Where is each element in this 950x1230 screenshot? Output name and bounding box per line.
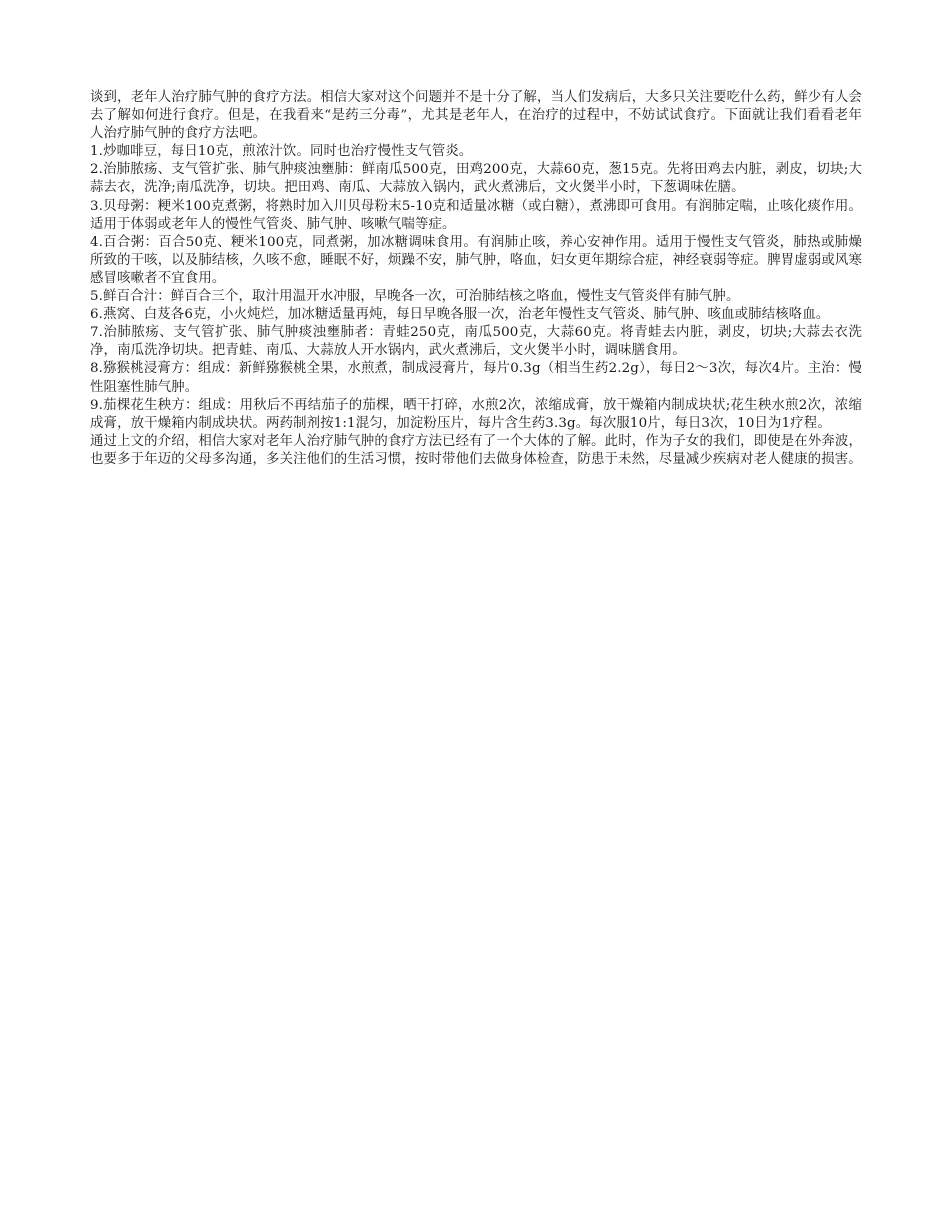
remedy-7-paragraph: 7.治肺脓疡、支气管扩张、肺气肿痰浊壅肺者：青蛙250克，南瓜500克，大蒜60克。将青蛙去内脏，剥皮，切块;大蒜去衣洗净，南瓜洗净切块。把青蛙、南瓜、大蒜放人开水锅内，武火煮沸后，文火煲半小时，调味膳食用。 (90, 325, 862, 359)
document-body (90, 89, 862, 469)
remedy-2-paragraph: 2.治肺脓疡、支气管扩张、肺气肿痰浊壅肺：鲜南瓜500克，田鸡200克，大蒜60克，葱15克。先将田鸡去内脏，剥皮，切块;大蒜去衣，洗净;南瓜洗净，切块。把田鸡、南瓜、大蒜放入锅内，武火煮沸后，文火煲半小时，下葱调味佐膳。 (90, 162, 862, 196)
remedy-1-paragraph: 1.炒咖啡豆，每日10克，煎浓汁饮。同时也治疗慢性支气管炎。 (90, 144, 473, 160)
remedy-8-paragraph: 8.猕猴桃浸膏方：组成：新鲜猕猴桃全果，水煎煮，制成浸膏片，每片0.3g（相当生药2.2g），每日2～3次，每次4片。主治：慢性阻塞性肺气肿。 (90, 361, 862, 395)
remedy-6-paragraph: 6.燕窝、白芨各6克，小火炖烂，加冰糖适量再炖，每日早晚各服一次，治老年慢性支气管炎、肺气肿、咳血或肺结核咯血。 (90, 307, 830, 323)
conclusion-paragraph: 通过上文的介绍，相信大家对老年人治疗肺气肿的食疗方法已经有了一个大体的了解。此时，作为子女的我们，即使是在外奔波，也要多于年迈的父母多沟通，多关注他们的生活习惯，按时带他们去做身体检查，防患于未然，尽量减少疾病对老人健康的损害。 (90, 433, 862, 467)
remedy-9-paragraph: 9.茄棵花生秧方：组成：用秋后不再结茄子的茄棵，晒干打碎，水煎2次，浓缩成膏，放干燥箱内制成块状;花生秧水煎2次，浓缩成膏，放干燥箱内制成块状。两药制剂按1:1混匀，加淀粉压片，每片含生药3.3g。每次服10片，每日3次，10日为1疗程。 (90, 397, 862, 431)
remedy-3-paragraph: 3.贝母粥：粳米100克煮粥，将熟时加入川贝母粉末5-10克和适量冰糖（或白糖），煮沸即可食用。有润肺定喘，止咳化痰作用。适用于体弱或老年人的慢性气管炎、肺气肿、咳嗽气喘等症。 (90, 198, 862, 232)
remedy-4-paragraph: 4.百合粥：百合50克、粳米100克，同煮粥，加冰糖调味食用。有润肺止咳，养心安神作用。适用于慢性支气管炎，肺热或肺燥所致的干咳，以及肺结核，久咳不愈，睡眠不好，烦躁不安，肺气肿，咯血，妇女更年期综合症，神经衰弱等症。脾胃虚弱或风寒感冒咳嗽者不宜食用。 (90, 234, 862, 286)
intro-paragraph: 谈到，老年人治疗肺气肿的食疗方法。相信大家对这个问题并不是十分了解，当人们发病后，大多只关注要吃什么药，鲜少有人会去了解如何进行食疗。但是，在我看来“是药三分毒”，尤其是老年人，在治疗的过程中，不妨试试食疗。下面就让我们看看老年人治疗肺气肿的食疗方法吧。 (90, 90, 862, 142)
remedy-5-paragraph: 5.鲜百合汁：鲜百合三个，取汁用温开水冲服，早晚各一次，可治肺结核之咯血，慢性支气管炎伴有肺气肿。 (90, 289, 740, 305)
